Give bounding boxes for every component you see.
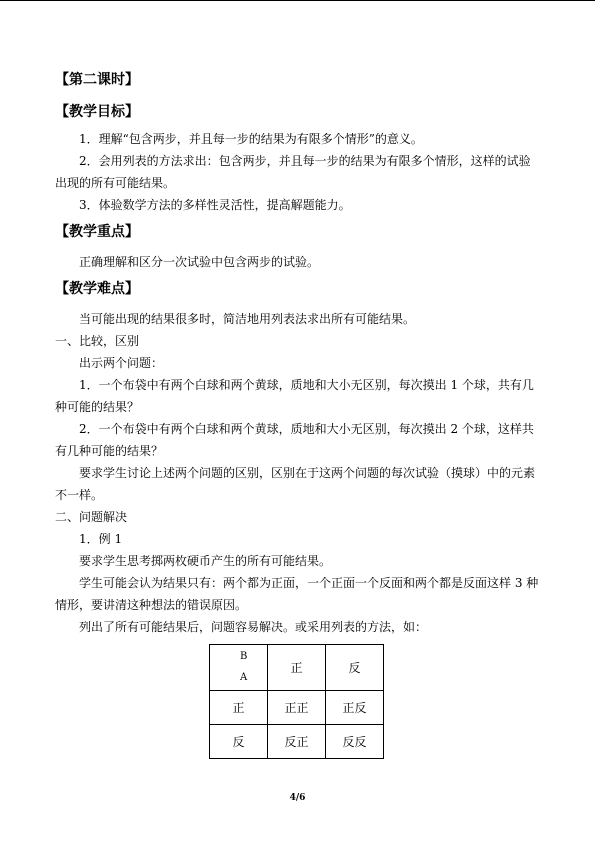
- goal-1: 1．理解“包含两步，并且每一步的结果为有限多个情形”的意义。: [79, 132, 423, 146]
- key-text: 正确理解和区分一次试验中包含两步的试验。: [79, 255, 320, 269]
- corner-label-a: A: [240, 672, 248, 683]
- table-header-row: [210, 645, 384, 691]
- table-cell: 正反: [326, 691, 384, 725]
- column-header: 正: [268, 645, 326, 691]
- part2-paragraph-2: 学生可能会认为结果只有：两个都为正面，一个正面一个反面和两个都是反面这样 3 种情形，要讲清这种想法的错误原因。: [55, 576, 539, 612]
- table-cell: 正正: [268, 691, 326, 725]
- question-1: 1．一个布袋中有两个白球和两个黄球，质地和大小无区别，每次摸出 1 个球，共有几种可能的结果？: [55, 378, 534, 414]
- corner-label-b: B: [240, 651, 248, 662]
- coin-outcomes-table: [209, 644, 384, 759]
- key-heading: 【教学重点】: [55, 224, 139, 240]
- goal-2: 2．会用列表的方法求出：包含两步，并且每一步的结果为有限多个情形，这样的试验出现的所有可能结果。: [55, 154, 531, 190]
- table-cell: 反正: [268, 725, 326, 759]
- document-body: [55, 70, 540, 759]
- part2-title: 二、问题解决: [55, 510, 128, 524]
- page-number: 4/6: [289, 793, 306, 803]
- part1-intro: 出示两个问题：: [79, 356, 164, 370]
- table-cell: 反反: [326, 725, 384, 759]
- part2-paragraph-1: 要求学生思考掷两枚硬币产生的所有可能结果。: [79, 554, 332, 568]
- part1-title: 一、比较，区别: [55, 334, 140, 348]
- example-label: 1．例 1: [79, 532, 123, 546]
- discussion-text: 要求学生讨论上述两个问题的区别，区别在于这两个问题的每次试验（摸球）中的元素不一样。: [55, 466, 536, 502]
- table-row: [210, 725, 384, 759]
- difficult-heading: 【教学难点】: [55, 281, 139, 297]
- header-rule: [0, 0, 595, 1]
- column-header: 反: [326, 645, 384, 691]
- goal-3: 3．体验数学方法的多样性灵活性，提高解题能力。: [79, 198, 351, 212]
- table-corner-cell: [210, 645, 268, 691]
- row-header: 反: [210, 725, 268, 759]
- question-2: 2．一个布袋中有两个白球和两个黄球，质地和大小无区别，每次摸出 2 个球，这样共有几种可能的结果？: [55, 422, 534, 458]
- difficult-text: 当可能出现的结果很多时，简洁地用列表法求出所有可能结果。: [79, 312, 416, 326]
- part2-paragraph-3: 列出了所有可能结果后，问题容易解决。或采用列表的方法，如：: [79, 620, 428, 634]
- section-title: 【第二课时】: [55, 72, 139, 88]
- table-row: [210, 691, 384, 725]
- row-header: 正: [210, 691, 268, 725]
- goals-heading: 【教学目标】: [55, 104, 139, 120]
